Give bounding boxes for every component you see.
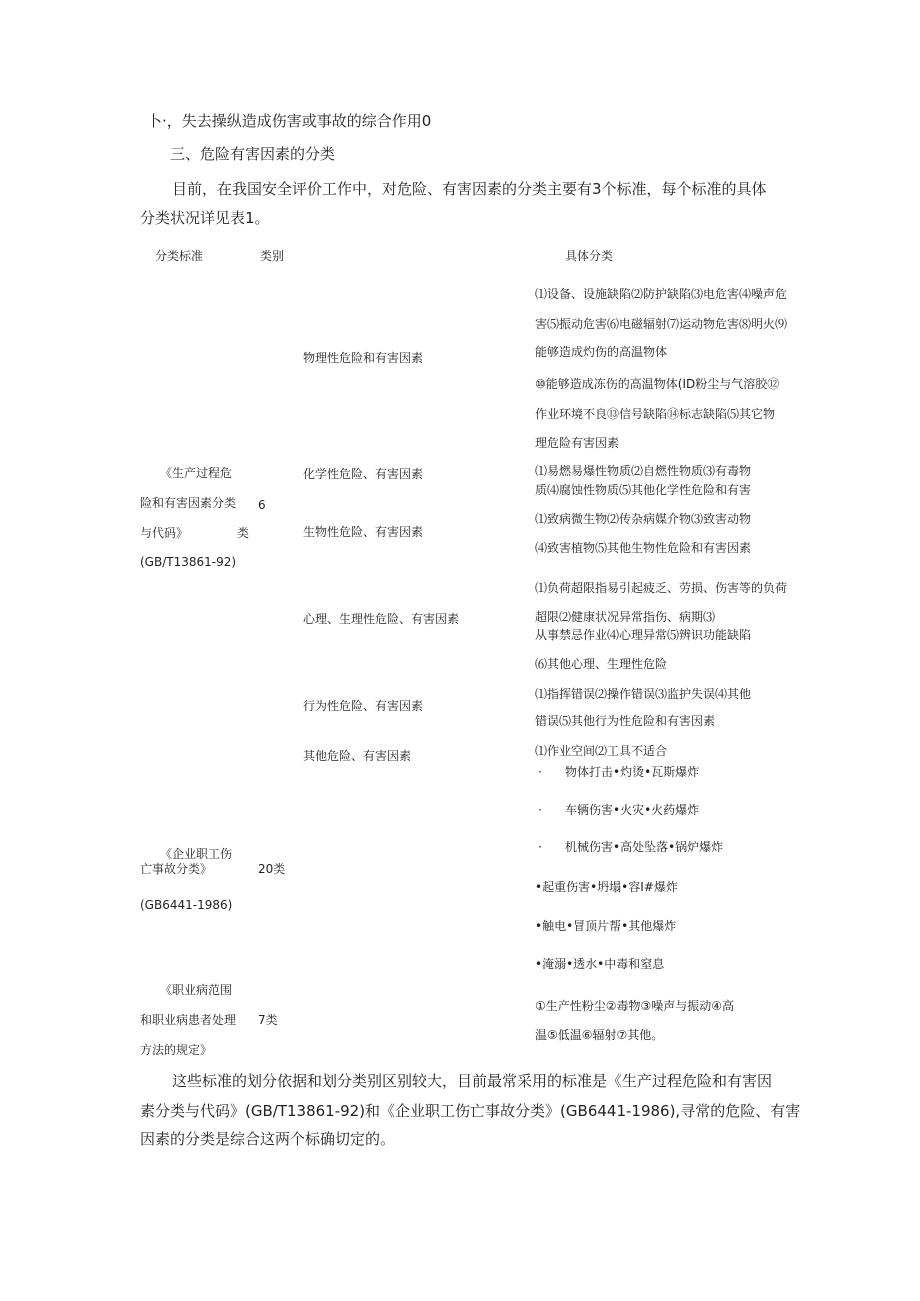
header-detail: 具体分类 — [565, 249, 614, 263]
accident-type-row-4: •起重伤害•坍塌•容I#爆炸 — [535, 880, 678, 894]
header-category: 类别 — [260, 249, 285, 263]
detail-chemical-2: 质⑷腐蚀性物质⑸其他化学性危险和有害 — [535, 483, 752, 497]
category-behavioral: 行为性危险、有害因素 — [303, 699, 424, 713]
detail-physical-3: 能够造成灼伤的高温物体 — [535, 345, 668, 359]
standard-1-count-unit: 类 — [237, 526, 250, 540]
standard-1-name-line-3: 与代码》 — [140, 526, 189, 540]
detail-psychological-1: ⑴负荷超限指易引起疲乏、劳损、伤害等的负荷 — [535, 581, 788, 595]
standard-2-name-line-2: 亡事故分类》 — [140, 862, 213, 876]
detail-behavioral-2: 错误⑸其他行为性危险和有害因素 — [535, 714, 716, 728]
accident-type-row-5: •触电•冒顶片帮•其他爆炸 — [535, 919, 677, 933]
standard-3-count: 7类 — [258, 1013, 278, 1027]
standard-3-name-line-3: 方法的规定》 — [140, 1043, 213, 1057]
bullet: · — [538, 840, 542, 854]
header-standard: 分类标准 — [155, 249, 204, 263]
conclusion-line-2: 素分类与代码》(GB/T13861-92)和《企业职工伤亡事故分类》(GB6441-1986),寻常的危险、有害 — [140, 1102, 801, 1120]
accident-type-row-6: •淹溺•透水•中毒和窒息 — [535, 957, 665, 971]
bullet: · — [538, 803, 542, 817]
conclusion-line-3: 因素的分类是综合这两个标确切定的。 — [140, 1130, 396, 1148]
detail-other-1: ⑴作业空间⑵工具不适合 — [535, 744, 668, 758]
standard-3-name-line-2: 和职业病患者处理 — [140, 1013, 237, 1027]
conclusion-line-1: 这些标准的划分依据和划分类别区别较大，目前最常采用的标准是《生产过程危险和有害因 — [172, 1072, 773, 1090]
detail-psychological-2: 超限⑵健康状况异常指伤、病期⑶ — [535, 610, 716, 624]
detail-occupational-2: 温⑤低温⑥辐射⑦其他。 — [535, 1028, 664, 1042]
standard-1-count: 6 — [258, 498, 266, 512]
detail-physical-4: ⑩能够造成冻伤的高温物体(ID粉尘与气溶胶⑫ — [535, 377, 780, 391]
detail-biological-1: ⑴致病微生物⑵传杂病媒介物⑶致害动物 — [535, 512, 752, 526]
detail-psychological-3: 从事禁忌作业⑷心理异常⑸辨识功能缺陷 — [535, 628, 752, 642]
detail-physical-5: 作业环境不良⑬信号缺陷⑭标志缺陷⑸其它物 — [535, 407, 776, 421]
detail-occupational-1: ①生产性粉尘②毒物③噪声与振动④高 — [535, 999, 735, 1013]
standard-1-name-line-2: 险和有害因素分类 — [140, 496, 237, 510]
category-psychological: 心理、生理性危险、有害因素 — [303, 612, 460, 626]
standard-1-name-line-1: 《生产过程危 — [160, 466, 233, 480]
detail-chemical-1: ⑴易燃易爆性物质⑵自燃性物质⑶有毒物 — [535, 464, 752, 478]
detail-behavioral-1: ⑴指挥错误⑵操作错误⑶监护失误⑷其他 — [535, 687, 752, 701]
accident-type-row-2: 车辆伤害•火灾•火药爆炸 — [565, 803, 700, 817]
standard-1-code: (GB/T13861-92) — [140, 555, 237, 569]
accident-type-row-1: 物体打击•灼烫•瓦斯爆炸 — [565, 765, 700, 779]
bullet: · — [538, 765, 542, 779]
intro-paragraph-line-2: 分类状况详见表1。 — [140, 209, 270, 227]
intro-paragraph-line-1: 目前，在我国安全评价工作中，对危险、有害因素的分类主要有3个标准，每个标准的具体 — [172, 180, 767, 198]
detail-physical-1: ⑴设备、设施缺陷⑵防护缺陷⑶电危害⑷噪声危 — [535, 287, 788, 301]
detail-physical-6: 理危险有害因素 — [535, 436, 620, 450]
intro-line: 卜·，失去操纵造成伤害或事故的综合作用0 — [147, 112, 432, 130]
standard-2-count: 20类 — [258, 862, 286, 876]
detail-physical-2: 害⑸振动危害⑹电磁辐射⑺运动物危害⑻明火⑼ — [535, 317, 788, 331]
standard-2-code: (GB6441-1986) — [140, 898, 233, 912]
section-heading: 三、危险有害因素的分类 — [170, 145, 336, 163]
detail-psychological-4: ⑹其他心理、生理性危险 — [535, 657, 668, 671]
category-biological: 生物性危险、有害因素 — [303, 525, 424, 539]
detail-biological-2: ⑷致害植物⑸其他生物性危险和有害因素 — [535, 541, 752, 555]
standard-2-name-line-1: 《企业职工伤 — [160, 847, 233, 861]
accident-type-row-3: 机械伤害•高处坠落•锅炉爆炸 — [565, 840, 724, 854]
standard-3-name-line-1: 《职业病范围 — [160, 983, 233, 997]
category-physical: 物理性危险和有害因素 — [303, 351, 424, 365]
category-chemical: 化学性危险、有害因素 — [303, 467, 424, 481]
category-other: 其他危险、有害因素 — [303, 749, 412, 763]
